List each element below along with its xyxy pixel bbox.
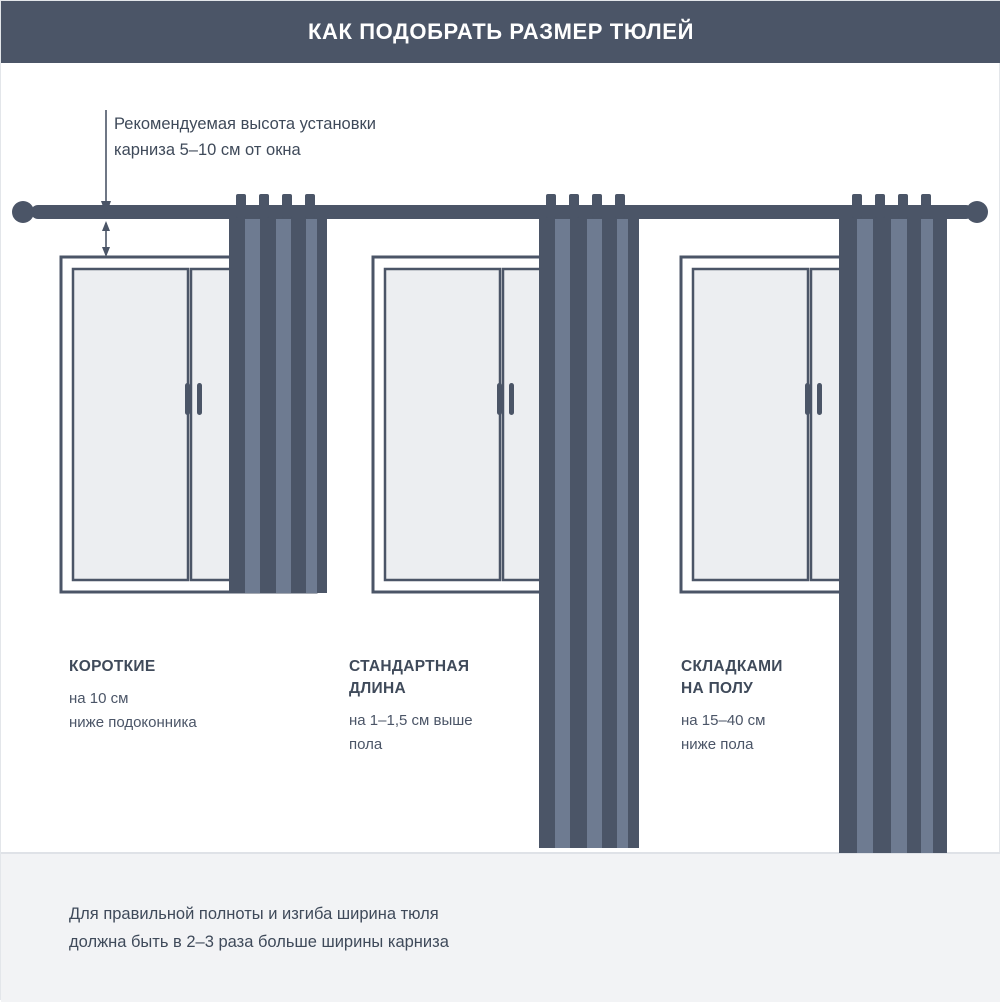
label-desc-2-line-2: пола (349, 736, 383, 753)
footer-bar (1, 853, 1000, 1002)
footer-note (69, 900, 769, 956)
label-desc-1-line-1: на 10 см (69, 690, 129, 707)
label-desc-3-line-2: ниже пола (681, 736, 754, 753)
label-title-1: КОРОТКИЕ (69, 658, 156, 675)
annotation-line-2: карниза 5–10 см от окна (114, 141, 301, 159)
label-title-2-line-2: ДЛИНА (349, 680, 406, 697)
label-short-curtains (69, 656, 284, 735)
header-bar (1, 1, 1000, 63)
label-title-2-line-1: СТАНДАРТНАЯ (349, 658, 470, 675)
label-desc-1-line-2: ниже подоконника (69, 714, 197, 731)
label-standard-length (349, 656, 564, 757)
label-desc-2-line-1: на 1–1,5 см выше (349, 712, 473, 729)
install-height-annotation (114, 111, 534, 163)
label-title-3-line-2: НА ПОЛУ (681, 680, 754, 697)
diagram-canvas (1, 63, 1000, 853)
curtain-icon-1 (229, 213, 327, 593)
label-title-3-line-1: СКЛАДКАМИ (681, 658, 783, 675)
measure-arrow-icon (101, 110, 111, 257)
page-title: КАК ПОДОБРАТЬ РАЗМЕР ТЮЛЕЙ (308, 19, 694, 44)
label-puddled-curtains (681, 656, 896, 757)
footer-line-1: Для правильной полноты и изгиба ширина тюля (69, 905, 439, 923)
footer-line-2: должна быть в 2–3 раза больше ширины карниза (69, 933, 449, 951)
label-desc-3-line-1: на 15–40 см (681, 712, 766, 729)
annotation-line-1: Рекомендуемая высота установки (114, 115, 376, 133)
